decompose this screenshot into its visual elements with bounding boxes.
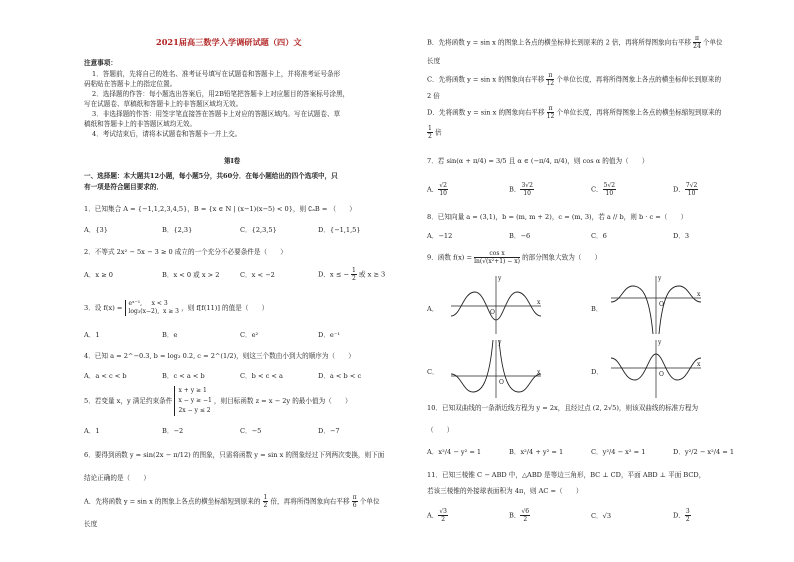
q6-option-c[interactable]: [427, 72, 721, 87]
frac-num: 3: [685, 508, 690, 515]
q5-suffix: ，则目标函数 z = x − 2y 的最小值为（ ）: [213, 397, 352, 405]
axis-x-label: x: [537, 299, 541, 306]
q6-option-a-cont: 长度: [84, 520, 98, 528]
q9-option-a[interactable]: A．: [427, 305, 439, 313]
q6-c-text: 个单位长度，再将所得图象上各点的横坐标伸长到原来的: [556, 75, 722, 84]
q9-fraction: [474, 250, 520, 265]
q5-constraint: x − y ≥ −1: [178, 397, 212, 404]
frac-num: √2: [439, 182, 447, 189]
q5-option-a[interactable]: A．1: [84, 427, 100, 435]
frac-den: 2: [351, 275, 356, 282]
q6-option-a[interactable]: [84, 494, 380, 509]
frac-den: ln(√(x²+1) − x): [474, 258, 520, 265]
frac-den: 10: [605, 190, 614, 197]
q5-option-d[interactable]: D．−7: [318, 427, 340, 435]
q9-option-d[interactable]: D．: [591, 368, 603, 376]
notice-line: 码粘贴在答题卡上的指定位置。: [84, 80, 177, 88]
opt-label: D．: [673, 185, 685, 194]
exam-title: 2021届高三数学入学调研试题（四）文: [156, 37, 302, 47]
q4-option-b[interactable]: B．c < a < b: [162, 372, 205, 380]
q9-graph-c: [449, 336, 545, 400]
q5-constraint: 2x − y ≤ 2: [178, 407, 211, 414]
notice-heading: 注意事项：: [84, 59, 117, 67]
q11-b-frac: [520, 508, 530, 523]
question-7-stem: 7．若 sin(α + π/4) = 3/5 且 α ∈ (−π/4, π/4)，则 cos α 的值为（ ）: [427, 157, 649, 165]
question-6-stem-cont: 结论正确的是（ ）: [84, 474, 150, 482]
opt-label: B．: [509, 511, 521, 520]
q6-option-d-cont: [427, 125, 442, 140]
frac-num: √6: [521, 508, 530, 515]
q2-option-d[interactable]: [318, 267, 385, 282]
q6-b-text: B．先将函数 y = sin x 的图象上各点的横坐标伸长到原来的 2 倍，再将所得图象向右平移: [427, 38, 692, 47]
frac-num: π: [548, 105, 553, 112]
frac-num: π: [694, 35, 699, 42]
q2-option-a[interactable]: A．x ≥ 0: [84, 271, 113, 279]
q2-d-prefix: D．x ≤ −: [318, 270, 349, 279]
frac-den: 10: [523, 190, 531, 197]
q7-c-frac: [603, 182, 616, 197]
q9-graph-d: [609, 336, 705, 400]
q6-a-text: A．先将函数 y = sin x 的图象上各点的横坐标缩短到原来的: [84, 497, 261, 506]
frac-num: 7√2: [685, 182, 698, 189]
axis-y-label: y: [498, 339, 502, 346]
q6-d-text: 倍: [434, 128, 442, 137]
axis-x-label: x: [697, 361, 701, 368]
q9-suffix: 的部分图象大致为（ ）: [522, 253, 602, 262]
q7-option-b[interactable]: [509, 182, 534, 197]
q10-option-d[interactable]: D．y²/2 − x²/4 = 1: [673, 448, 735, 456]
question-4-stem: 4．已知 a = 2^−0.3, b = log₃ 0.2, c = 2^(1/2)，则这三个数由小到大的顺序为（ ）: [84, 352, 355, 360]
q1-option-b[interactable]: B．{2,3}: [162, 226, 193, 234]
frac-den: 6: [352, 502, 357, 509]
q5-option-c[interactable]: C．−5: [240, 427, 262, 435]
question-3-stem: [84, 300, 268, 316]
frac-num: √3: [439, 508, 447, 515]
notice-line: 3．非选择题的作答：用签字笔直接答在答题卡上对应的答题区域内。写在试题卷、草: [92, 110, 341, 118]
q3-cond2: x ≥ 3: [162, 308, 179, 315]
frac-den: 10: [439, 190, 447, 197]
q11-option-c[interactable]: C．√3: [591, 512, 612, 520]
q4-option-a[interactable]: A．a < c < b: [84, 372, 127, 380]
frac-den: 2: [523, 516, 528, 523]
notice-line: 稿纸和答题卡上的非答题区域均无效。: [84, 120, 197, 128]
q6-d-frac2: [427, 125, 433, 140]
q6-option-c-cont: 2 倍: [427, 92, 440, 100]
q3-suffix: ，则 f[f(11)] 的值是（ ）: [181, 304, 269, 312]
notice-line: 4．考试结束后，请将本试题卷和答题卡一并上交。: [92, 130, 242, 138]
origin-label: O: [490, 309, 495, 316]
frac-den: 2: [685, 516, 690, 523]
q11-option-a[interactable]: [427, 508, 448, 523]
q6-d-text: D．先将函数 y = sin x 的图象向右平移: [427, 108, 545, 117]
q3-piecewise: [125, 300, 179, 316]
q9-graph-a: [449, 272, 545, 336]
frac-num: cos x: [474, 250, 520, 258]
q10-option-c[interactable]: C．y²/4 − x² = 1: [591, 448, 646, 456]
frac-num: 1: [428, 125, 432, 132]
q3-case2: log₃(x−2),: [128, 308, 160, 315]
frac-num: 1: [351, 267, 356, 274]
q6-c-frac: [546, 72, 554, 87]
q7-a-frac: [438, 182, 448, 197]
q9-option-b[interactable]: B．: [591, 305, 603, 313]
frac-den: 2: [441, 516, 446, 523]
q4-option-d[interactable]: D．a < b < c: [318, 372, 362, 380]
q5-option-b[interactable]: B．−2: [162, 427, 184, 435]
q1-option-d[interactable]: D．{−1,1,5}: [318, 226, 361, 234]
question-1-stem: 1．已知集合 A = {−1,1,2,3,4,5}，B = {x ∈ N | (x−1)(x−5) < 0}，则 ∁ₐB = （ ）: [84, 205, 356, 213]
q9-graph-b: [609, 272, 705, 336]
q6-option-d[interactable]: [427, 105, 721, 120]
q7-d-frac: [685, 182, 698, 197]
q8-option-d[interactable]: D．3: [673, 232, 690, 240]
axis-y-label: y: [658, 275, 662, 282]
q4-option-c[interactable]: C．b < c < a: [240, 372, 283, 380]
frac-den: 2: [263, 502, 268, 509]
q7-option-d[interactable]: [673, 182, 698, 197]
q2-option-c[interactable]: C．x < −2: [240, 271, 275, 279]
part-heading: 一、选择题：本大题共12小题，每小题5分，共60分．在每小题给出的四个选项中，只: [84, 172, 338, 180]
q7-b-frac: [520, 182, 533, 197]
q11-d-frac: [685, 508, 691, 523]
q6-d-frac: [547, 105, 555, 120]
q6-a-text: 倍，再将所得图象向右平移: [270, 497, 350, 506]
axis-y-label: y: [498, 275, 502, 282]
q6-a-frac1: [263, 494, 269, 509]
q1-option-c[interactable]: C．{2,3,5}: [240, 226, 277, 234]
question-8-stem: 8．已知向量 a = (3,1)，b = (m, m + 2)，c = (m, 3)，若 a // b，则 b · c =（ ）: [427, 213, 688, 221]
q3-case1: eˣ⁻¹,: [128, 300, 143, 307]
q2-d-suffix: 或 x ≥ 3: [358, 270, 386, 279]
frac-num: 1: [263, 494, 268, 501]
q5-constraint: x + y ≥ 1: [178, 387, 207, 394]
q6-d-text: 个单位长度，再将所得图象上各点的横坐标缩短到原来的: [556, 108, 722, 117]
notice-line: 写在试题卷、草稿纸和答题卡上的非答题区域均无效。: [84, 100, 243, 108]
q5-prefix: 5．若变量 x，y 满足约束条件: [84, 397, 173, 405]
axis-x-label: x: [697, 291, 701, 298]
q3-option-c[interactable]: C．e²: [240, 331, 259, 339]
notice-line: 2．选择题的作答：每小题选出答案后，用2B铅笔把答题卡上对应题目的答案标号涂黑，: [92, 90, 350, 98]
q10-option-a[interactable]: A．x²/4 − y² = 1: [427, 448, 482, 456]
question-10-stem: 10．已知双曲线的一条渐近线方程为 y = 2x，且经过点 (2, 2√5)，则该双曲线的标准方程为: [427, 404, 699, 412]
q3-option-a[interactable]: A．1: [84, 331, 100, 339]
question-5-stem: [84, 386, 352, 416]
frac-num: 3√2: [521, 182, 533, 189]
q11-option-d[interactable]: [673, 508, 691, 523]
frac-den: 12: [546, 113, 555, 120]
q1-option-a[interactable]: A．{3}: [84, 226, 108, 234]
q8-option-b[interactable]: B．−6: [509, 232, 531, 240]
q7-option-a[interactable]: [427, 182, 448, 197]
q6-option-b-cont: 长度: [427, 57, 441, 65]
frac-num: π: [352, 494, 357, 501]
q3-prefix: 3．设 f(x) =: [84, 304, 123, 312]
question-11-stem: 11．已知三棱锥 C − ABD 中，△ABD 是等边三角形，BC ⊥ CD，平面 ABD ⊥ 平面 BCD，: [427, 471, 706, 479]
q11-a-frac: [438, 508, 448, 523]
q9-prefix: 9．函数 f(x) =: [427, 253, 472, 262]
q6-c-text: C．先将函数 y = sin x 的图象向右平移: [427, 75, 545, 84]
origin-label: O: [659, 371, 664, 378]
q3-option-b[interactable]: B．e: [162, 331, 178, 339]
opt-label: C．: [591, 185, 603, 194]
q8-option-a[interactable]: A．−12: [427, 232, 453, 240]
part-heading: 有一项是符合题目要求的．: [84, 183, 164, 191]
q3-option-d[interactable]: D．e⁻¹: [318, 331, 340, 339]
question-10-paren: （ ）: [427, 426, 454, 434]
origin-label: O: [499, 379, 504, 386]
q9-option-c[interactable]: C．: [427, 368, 439, 376]
axis-x-label: x: [537, 369, 541, 376]
question-2-stem: 2．不等式 2x² − 5x − 3 ≥ 0 成立的一个充分不必要条件是（ ）: [84, 248, 287, 256]
q5-constraints: [174, 386, 211, 416]
q6-option-b[interactable]: [427, 35, 723, 50]
q11-option-b[interactable]: [509, 508, 530, 523]
q8-option-c[interactable]: C．6: [591, 232, 607, 240]
section-heading: 第Ⅰ卷: [224, 157, 241, 165]
notice-line: 1．答题前，先将自己的姓名、准考证号填写在试题卷和答题卡上，并将准考证号条形: [92, 70, 341, 78]
q2-d-fraction: [351, 267, 357, 282]
q2-option-b[interactable]: B．x < 0 或 x > 2: [162, 271, 220, 279]
question-9-stem: [427, 250, 601, 265]
question-11-stem-cont: 若该三棱锥的外接球表面积为 4π，则 AC =（ ）: [427, 487, 583, 495]
opt-label: B．: [509, 185, 521, 194]
q10-option-b[interactable]: B．x²/4 + y² = 1: [509, 448, 564, 456]
q3-cond1: x < 3: [151, 300, 168, 307]
frac-num: 5√2: [603, 182, 616, 189]
q6-b-text: 个单位: [702, 38, 723, 47]
axis-y-label: y: [658, 339, 662, 346]
q6-b-frac: [693, 35, 701, 50]
frac-den: 12: [546, 80, 555, 87]
origin-label: O: [659, 301, 664, 308]
opt-label: A．: [427, 511, 439, 520]
frac-den: 10: [687, 190, 696, 197]
q6-a-frac2: [352, 494, 358, 509]
opt-label: D．: [673, 511, 685, 520]
question-6-stem: 6．要得到函数 y = sin(2x − π/12) 的图象，只需将函数 y = sin x 的图象经过下列两次变换，则下面: [84, 451, 385, 459]
opt-label: A．: [427, 185, 439, 194]
frac-num: π: [548, 72, 553, 79]
q6-a-text: 个单位: [359, 497, 380, 506]
q7-option-c[interactable]: [591, 182, 616, 197]
frac-den: 2: [428, 133, 432, 140]
frac-den: 24: [693, 43, 701, 50]
